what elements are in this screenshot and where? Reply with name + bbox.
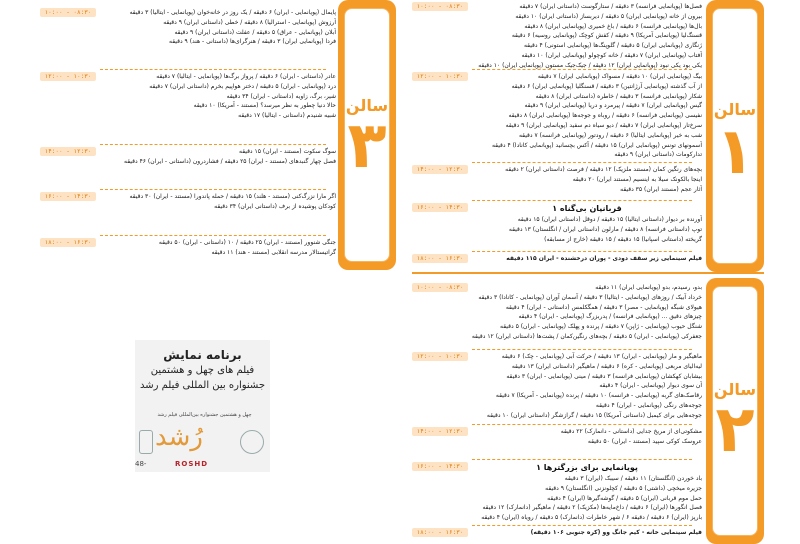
program-line: حالا دنیا چطور به نظر میرسد؟ (مستند - آمریکا) ۱۰ دقیقه xyxy=(193,102,336,110)
hall3-block xyxy=(40,238,336,258)
hall2-block xyxy=(412,528,702,538)
program-line: شبیه شنیدم (داستانی - ایتالیا) ۱۷ دقیقه xyxy=(238,112,336,120)
program-line: آبلان (پویانمایی - عراق) ۵ دقیقه / عفلت (داستانی ایران) ۹ دقیقه xyxy=(174,28,336,36)
program-line: آثار عجم (مستند ایران) ۳۵ دقیقه xyxy=(620,185,702,193)
block-body xyxy=(472,2,702,71)
hall3-label: سالن xyxy=(345,96,389,115)
hall2-block xyxy=(412,462,702,523)
block-divider xyxy=(472,424,692,425)
block-body xyxy=(472,427,702,447)
program-line: شنگل حیوب (پویانمایی - ژاپن) ۷ دقیقه / پرنده و پهلک (پویانمایی - ایران) ۵ دقیقه xyxy=(500,323,702,331)
promo-line2: جشنواره بین المللی فیلم رشد xyxy=(139,380,266,391)
program-line: ژنگاری (پویانمایی ایران) ۵ دقیقه / گلوپنگ‌ها (پویانمایی استونی) ۴ دقیقه xyxy=(523,42,702,50)
time-slot: ۱۶:۳۰ - ۱۸:۰۰ xyxy=(412,254,468,263)
program-line: جنگی شنوور (مستند - ایران) ۲۵ دقیقه / ۱۰ (داستانی - ایران) ۵۰ دقیقه xyxy=(158,239,336,246)
program-line: بیگ (پویانمایی ایران) ۱۰ دقیقه / مسواک (پویانمایی ایران) ۷ دقیقه xyxy=(537,73,702,80)
emblem-icon xyxy=(139,430,153,454)
seal-icon xyxy=(240,430,264,454)
block-divider xyxy=(100,189,326,190)
block-divider xyxy=(472,200,692,201)
block-body xyxy=(472,254,702,264)
block-divider xyxy=(100,235,326,236)
program-line: بال‌ها (پویانمایی فرانسه) ۶ دقیقه / باغ خمیری (پویانمایی ایران) ۸ دقیقه xyxy=(524,22,702,30)
time-slot: ۱۶:۳۰ - ۱۸:۰۰ xyxy=(40,238,96,247)
program-line: بیشابان کهکشان (پویانمایی فرانسه) ۳ دقیقه / مینی (پویانمایی - ایران) ۳ دقیقه xyxy=(506,372,702,380)
program-line: فیلم سینمایی خانه - کیم جانگ وو (کره جنوبی ۱۰۶ دقیقه) xyxy=(530,529,702,536)
program-line: اگر مارا نزرگ‌کنی (مستند - هلند) ۱۵ دقیقه / حمله پاندورا (مستند - ایران) ۳۰ دقیقه xyxy=(129,193,336,200)
hall1-block xyxy=(412,165,702,194)
program-line: هیولای شبگه (پویانمایی - مصر) ۳ دقیقه / همگکلمس (داستانی - ایران) ۴ دقیقه xyxy=(505,303,702,311)
program-line: توپ (داستانی فرانسه) ۸ دقیقه / مارلون (داستانی ایران / انگلستان) ۱۳ دقیقه xyxy=(508,225,702,233)
block-body xyxy=(472,203,702,244)
time-slot: ۱۰:۳۰ - ۱۲:۰۰ xyxy=(412,72,468,81)
program-line: شیر، برگ، زاویه (داستانی - ایران) ۳۴ دقیقه xyxy=(226,92,336,100)
block-body xyxy=(472,283,702,342)
program-line: باد خوردن (انگلستان) ۱۱ دقیقه / سیبک (ایران) ۳ دقیقه xyxy=(564,475,702,482)
program-line: تدارکومات (داستانی ایران) ۹ دقیقه xyxy=(614,151,702,159)
block-divider xyxy=(100,144,326,145)
program-line: جعفرکی (پویانمایی - ایران) ۵ دقیقه / بچه‌های رنگین‌کمان / پشت‌ها (داستانی ایران) ۱۲ دقیقه xyxy=(472,332,702,340)
program-line: یکی بود یکی نبود (پویانمایی ایران) ۱۲ دقیقه / جیک‌جیک مستون (پویانمایی ایران) ۱۰ دقیقه xyxy=(478,61,702,69)
logo-number: 48- xyxy=(135,460,147,468)
block-divider xyxy=(472,525,692,526)
block-body xyxy=(472,528,702,538)
logo-script: رُشد xyxy=(155,422,203,452)
program-line: کودکان پوشیده از برف (داستانی ایران) ۳۴ دقیقه xyxy=(214,202,336,210)
program-line: گراتیستالار مدرسه انقلابی (مستند - هند) ۱۱ دقیقه xyxy=(211,248,336,256)
program-line: فصل چهار گنبدهای (مستند - ایران) ۲۵ دقیقه / فشاردرون (داستانی - ایران) ۴۶ دقیقه xyxy=(124,157,336,165)
block-divider xyxy=(472,459,692,460)
block-body xyxy=(100,238,336,258)
program-line: آورنده بر دیوار (داستانی ایتالیا) ۱۵ دقیقه / دوقل (داستانی ایران) ۱۵ دقیقه xyxy=(517,216,702,223)
program-line: جوجه‌هایی برای کیمبل (داستانی آمریکا) ۱۵ دقیقه / گرازشگر (داستانی ایران) ۱۰ دقیقه xyxy=(486,411,702,419)
program-line: سوگ سکوت (مستند - ایران) ۱۵ دقیقه xyxy=(239,148,336,155)
block-divider xyxy=(472,162,692,163)
hall1-block xyxy=(412,254,702,264)
time-slot: ۱۲:۳۰ - ۱۴:۰۰ xyxy=(40,147,96,156)
hall-separator xyxy=(412,272,764,274)
hall2-tab xyxy=(706,278,764,544)
program-line: اینجا بالکونک سیلا به اینسیم (مستند ایران) ۲۰ دقیقه xyxy=(572,175,702,183)
time-slot: ۱۴:۳۰ - ۱۶:۰۰ xyxy=(412,462,468,471)
festival-logo xyxy=(135,410,270,472)
program-line: ماهیگیر و مار (پویانمایی - ایران) ۱۳ دقیقه / حرکت آبی (پویانمایی - چک) ۶ دقیقه xyxy=(501,353,702,360)
logo-festival-text: چهل و هشتمین جشنواره بین‌المللی فیلم رشد xyxy=(157,412,252,418)
program-line: آسمونهای تونس (پویانمایی ایران) ۱۵ دقیقه / آکس بچسانید (پویانمایی کانادا) ۴ دقیقه xyxy=(491,141,702,149)
program-line: لیه‌الیای مربعی (پویانمایی - کره) ۶ دقیقه / ماهیگیر (داستانی ایران) ۱۳ دقیقه xyxy=(511,362,702,370)
section-title: قربانیان بی‌گناه ۱ xyxy=(552,204,622,213)
program-line: خرداد آبیک / روزهای (پویانمایی - ایتالیا) ۳ دقیقه / آسمان آوران (پویانمایی - کانادا) ۳ دقیقه xyxy=(478,293,702,301)
hall2-block xyxy=(412,427,702,447)
program-line: قسنگ‌لیا (پویانمایی آمریکا) ۹ دقیقه / کفش کوچک (پویانمایی روسیه) ۶ دقیقه xyxy=(511,32,702,40)
program-line: آن سوی دیوار (پویانمایی - ایران) ۴ دقیقه xyxy=(599,382,702,390)
time-slot: ۱۶:۳۰ - ۱۸:۰۰ xyxy=(412,528,468,537)
block-body xyxy=(100,72,336,121)
hall1-block xyxy=(412,2,702,71)
program-line: بدو، رسیدم، بدو (پویانمایی ایران) ۱۱ دقیقه xyxy=(595,284,702,291)
program-line: درد (پویانمایی - ایران) ۵ دقیقه / دختر هواپیم بخرم (داستانی ایران) ۷ دقیقه xyxy=(149,82,336,90)
program-line: بارپز (ایران) ۶ دقیقه / دقیقه ۶ / شهر خاطرات (دانمارک) ۵ دقیقه / رویاه (ایران) ۴ دقیقه xyxy=(481,514,702,522)
program-line: آفتاب (پویانمایی ایران) ۷ دقیقه / خانه کوچولو (پویانمایی ایران) ۱۰ دقیقه xyxy=(521,51,702,59)
program-line: چیزهای دقیق ... (پویانمایی فرانسه) / پدربزرگ (پویانمایی - ایران) ۴ دقیقه xyxy=(518,313,702,321)
promo-line1: فیلم های چهل و هشتمین xyxy=(150,365,255,376)
block-divider xyxy=(472,69,692,70)
program-line: فردا (پویانمایی ایران) ۳ دقیقه / هنرگرای‌ها (داستانی - هند) ۹ دقیقه xyxy=(169,38,336,46)
block-divider xyxy=(472,251,692,252)
program-line: گریخته (داستانی اسپانیا) ۱۵ دقیقه / ۱۵ دقیقه (خارج از مسابقه) xyxy=(544,235,702,243)
block-body xyxy=(100,192,336,212)
hall3-tab xyxy=(338,0,396,270)
time-slot: ۱۲:۳۰ - ۱۴:۰۰ xyxy=(412,427,468,436)
hall1-block xyxy=(412,203,702,244)
block-body xyxy=(472,165,702,194)
block-body xyxy=(100,8,336,47)
program-line: فصل‌ها (پویانمایی فرانسه) ۳ دقیقه / ستارگوست (داستانی ایران) ۷ دقیقه xyxy=(519,3,702,10)
hall1-tab xyxy=(706,0,764,272)
program-line: آرزوش (پویانمایی - استرالیا) ۸ دقیقه / خطی (داستانی ایران) ۹ دقیقه xyxy=(163,18,336,26)
hall3-block xyxy=(40,147,336,167)
hall2-block xyxy=(412,283,702,342)
program-line: جزیره میخچی (داشتی) ۵ دقیقه / کچلونزنی (انگلستان) ۹ دقیقه xyxy=(545,484,702,492)
time-slot: ۰۸:۳۰ - ۱۰:۰۰ xyxy=(412,2,468,11)
hall1-number: ۱ xyxy=(715,115,755,189)
program-line: شکار (پویانمایی فرانسه) ۳ دقیقه / خاطره (داستانی ایران) ۸ دقیقه xyxy=(535,92,702,100)
hall3-block xyxy=(40,72,336,121)
program-line: بچه‌های رنگین کمان (مستند ملزیک) ۱۲ دقیقه / فرصت (داستانی ایران) ۲ دقیقه xyxy=(505,166,702,173)
time-slot: ۱۴:۳۰ - ۱۶:۰۰ xyxy=(40,192,96,201)
hall3-block xyxy=(40,192,336,212)
program-line: نفیسی (پویانمایی فرانسه) ۶ دقیقه / روباه و جوجه‌ها (پویانمایی ایران) ۸ دقیقه xyxy=(508,112,702,120)
hall1-block xyxy=(412,72,702,160)
block-body xyxy=(472,462,702,523)
block-body xyxy=(472,352,702,421)
hall1-label: سالن xyxy=(713,100,757,119)
hall2-label: سالن xyxy=(713,380,757,399)
program-line: گیس (پویانمایی ایران) ۷ دقیقه / پیرمرد و دریا (پویانمایی ایران) ۹ دقیقه xyxy=(524,102,702,110)
block-body xyxy=(100,147,336,167)
hall3-number: ۳ xyxy=(347,109,387,183)
time-slot: ۱۴:۳۰ - ۱۶:۰۰ xyxy=(412,203,468,212)
block-divider xyxy=(472,349,692,350)
time-slot: ۱۰:۳۰ - ۱۲:۰۰ xyxy=(412,352,468,361)
time-slot: ۰۸:۳۰ - ۱۰:۰۰ xyxy=(412,283,468,292)
program-line: فصل انگورها (ایران) ۶ دقیقه / داخ‌مایه‌ها (مکزیک) ۲ دقیقه / ماهیگیر (دانمارک) ۱۲ دقیقه xyxy=(482,504,702,512)
program-line: حمل موم قربانی (ایران) ۵ دقیقه / گوشه‌گیرها (ایران) ۴ دقیقه xyxy=(547,494,702,502)
program-line: از آب گذشته (پویانمایی آرژانتین) ۳ دقیقه / قسنگلیا (پویانمایی ایران) ۶ دقیقه xyxy=(511,82,702,90)
program-line: مشکوتی‌ای از مریخ جدایی (داستانی - دانمارک) ۲۲ دقیقه xyxy=(560,428,702,435)
program-line: بیرون از خانه (پویانمایی ایران) ۵ دقیقه / دیربساز (داستانی ایران) ۱۰ دقیقه xyxy=(515,12,702,20)
logo-name: ROSHD xyxy=(175,460,209,468)
promo-box xyxy=(135,340,270,472)
time-slot: ۱۰:۳۰ - ۱۲:۰۰ xyxy=(40,72,96,81)
hall3-block xyxy=(40,8,336,47)
block-divider xyxy=(100,69,326,70)
time-slot: ۱۲:۳۰ - ۱۴:۰۰ xyxy=(412,165,468,174)
program-line: رقاصک‌های گربه (پویانمایی - فرانسه) ۱۰ دقیقه / پرنده (پویانمایی - آمریکا) ۷ دقیقه xyxy=(495,392,702,400)
block-body xyxy=(472,72,702,160)
program-line: عادر (داستانی - ایران) ۶ دقیقه / پرواز برگ‌ها (پویانمایی - ایتالیا) ۷ دقیقه xyxy=(156,73,336,80)
program-line: شب به خیر (پویانمایی ایتالیا) ۶ دقیقه / رودتور (پویانمایی فرانسه) ۷ دقیقه xyxy=(518,131,702,139)
program-line: پایمال (پویانمایی - ایران) ۶ دقیقه / یک روز در خانه‌خوان (پویانمایی - ایتالیا) ۳ دقیقه xyxy=(129,9,336,16)
program-line: سرخ‌تار (پویانمایی ایران) ۷ دقیقه / دیو سیاه دم سفید (پویانمایی ایران) ۹ دقیقه xyxy=(505,121,702,129)
promo-title: برنامه نمایش xyxy=(163,348,242,362)
program-line: جوجه‌های رنگی (پویانمایی - ایران) ۴ دقیقه xyxy=(595,401,702,409)
program-line: فیلم سینمایی زیر سقف دودی - پوران درخشنده - ایران ۱۱۵ دقیقه xyxy=(506,255,702,262)
hall2-block xyxy=(412,352,702,421)
hall2-number: ۲ xyxy=(715,393,755,467)
time-slot: ۰۸:۳۰ - ۱۰:۰۰ xyxy=(40,8,96,17)
section-title: پویانمایی برای بزرگترها ۱ xyxy=(536,463,638,472)
program-line: عروسک کوکی سپید (مستند - ایران) ۵۰ دقیقه xyxy=(587,437,702,445)
